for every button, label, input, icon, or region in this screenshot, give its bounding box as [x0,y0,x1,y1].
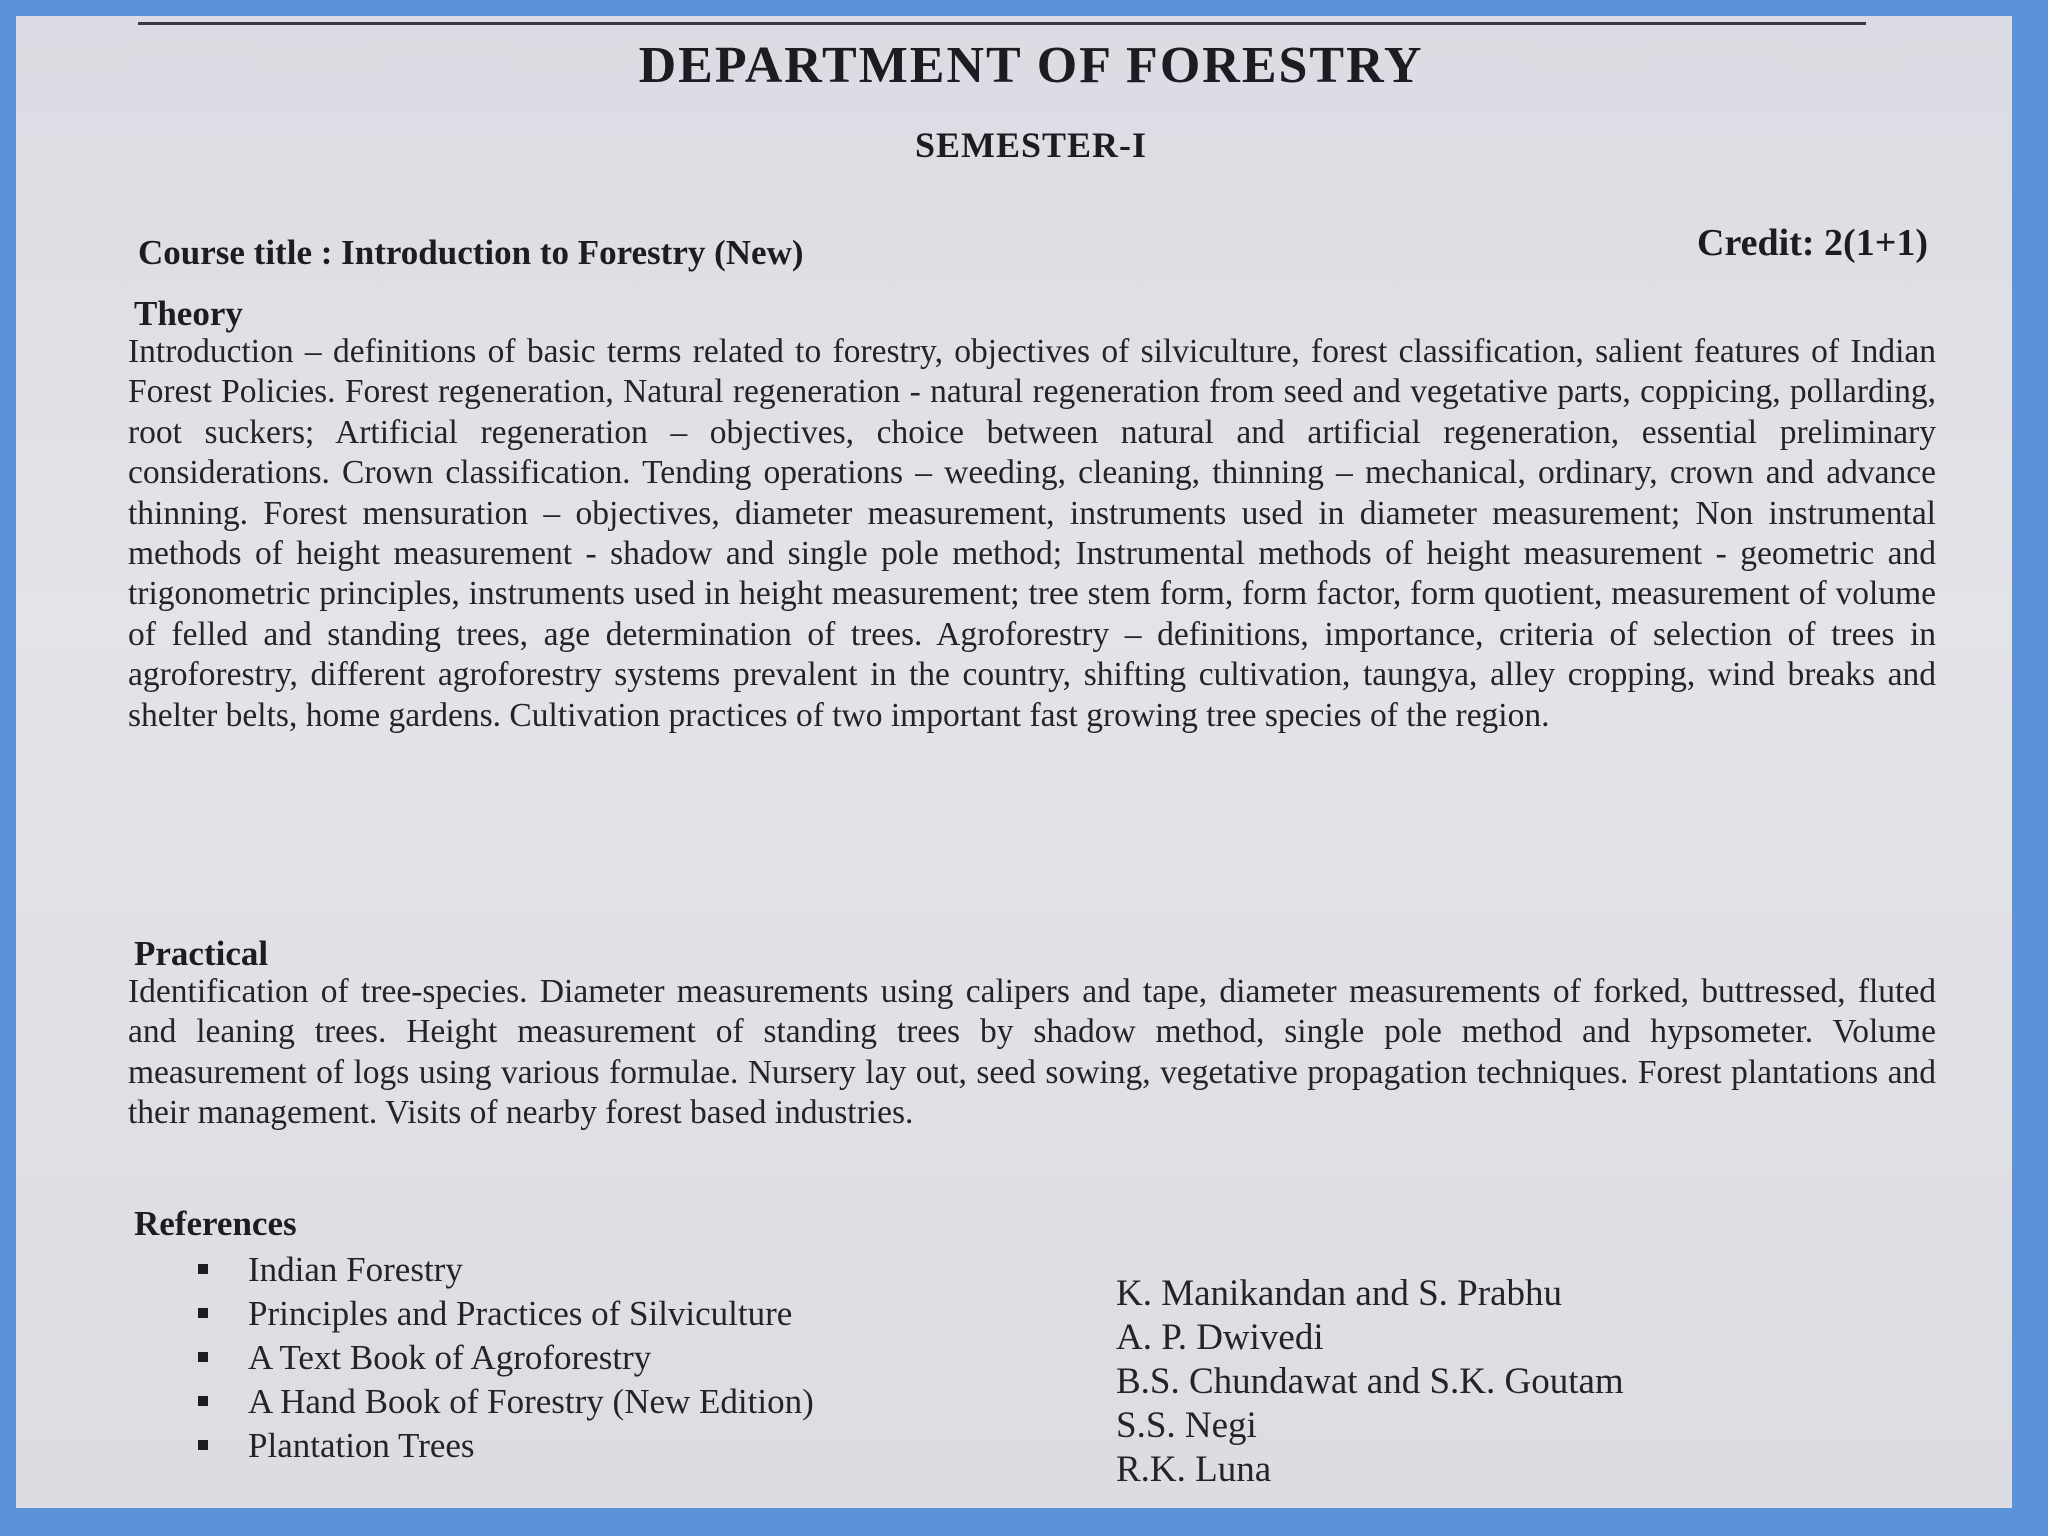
reference-book-title: A Text Book of Agroforestry [248,1338,652,1377]
references-section [176,1248,1796,1488]
reference-book [176,1336,814,1380]
credit-label: Credit: 2(1+1) [1697,222,1928,264]
reference-author: A. P. Dwivedi [1116,1317,1324,1358]
references-heading: References [134,1204,297,1243]
theory-heading: Theory [134,294,243,333]
reference-authors-list [1116,1272,1624,1492]
reference-books-list [176,1248,814,1468]
reference-book [176,1424,814,1468]
semester-heading: SEMESTER-I [914,125,1148,165]
reference-book-title: A Hand Book of Forestry (New Edition) [248,1382,814,1421]
bullet-icon [198,1308,208,1318]
practical-heading: Practical [134,934,269,973]
reference-book [176,1380,814,1424]
reference-book-title: Principles and Practices of Silviculture [248,1294,793,1333]
course-title: Course title : Introduction to Forestry (New) [138,233,804,272]
reference-author: B.S. Chundawat and S.K. Goutam [1116,1361,1624,1402]
reference-author: S.S. Negi [1116,1405,1257,1446]
reference-author: R.K. Luna [1116,1449,1272,1490]
theory-text: Introduction – definitions of basic terms related to forestry, objectives of silviculture, forest classification, salient features of Indian Forest Policies. Forest regeneration, Natural regeneration - natural regeneration from seed and vegetative parts, coppicing, pollarding, root suckers; Artificial regeneration – objectives, choice between natural and artificial regeneration, essential preliminary considerations. Crown classification. Tending operations – weeding, cleaning, thinning – mechanical, ordinary, crown and advance thinning. Forest mensuration – objectives, diameter measurement, instruments used in diameter measurement; Non instrumental methods of height measurement - shadow and single pole method; Instrumental methods of height measurement - geometric and trigonometric principles, instruments used in height measurement; tree stem form, form factor, form quotient, measurement of volume of felled and standing trees, age determination of trees. Agroforestry – definitions, importance, criteria of selection of trees in agroforestry, different agroforestry systems prevalent in the country, shifting cultivation, taungya, alley cropping, wind breaks and shelter belts, home gardens. Cultivation practices of two important fast growing tree species of the region. [128,333,1936,734]
reference-book-title: Plantation Trees [248,1426,475,1465]
bullet-icon [198,1264,208,1274]
bullet-icon [198,1440,208,1450]
practical-text: Identification of tree-species. Diameter measurements using calipers and tape, diameter measurements of forked, buttressed, fluted and leaning trees. Height measurement of standing trees by shadow method, single pole method and hypsometer. Volume measurement of logs using various formulae. Nursery lay out, seed sowing, vegetative propagation techniques. Forest plantations and their management. Visits of nearby forest based industries. [128,973,1936,1132]
bullet-icon [198,1396,208,1406]
department-title: DEPARTMENT OF FORESTRY [638,37,1424,94]
reference-book [176,1248,814,1292]
bullet-icon [198,1352,208,1362]
reference-book-title: Indian Forestry [248,1250,463,1289]
reference-book [176,1292,814,1336]
reference-author: K. Manikandan and S. Prabhu [1116,1273,1562,1314]
top-rule [138,22,1866,25]
scanned-page [16,16,2012,1508]
